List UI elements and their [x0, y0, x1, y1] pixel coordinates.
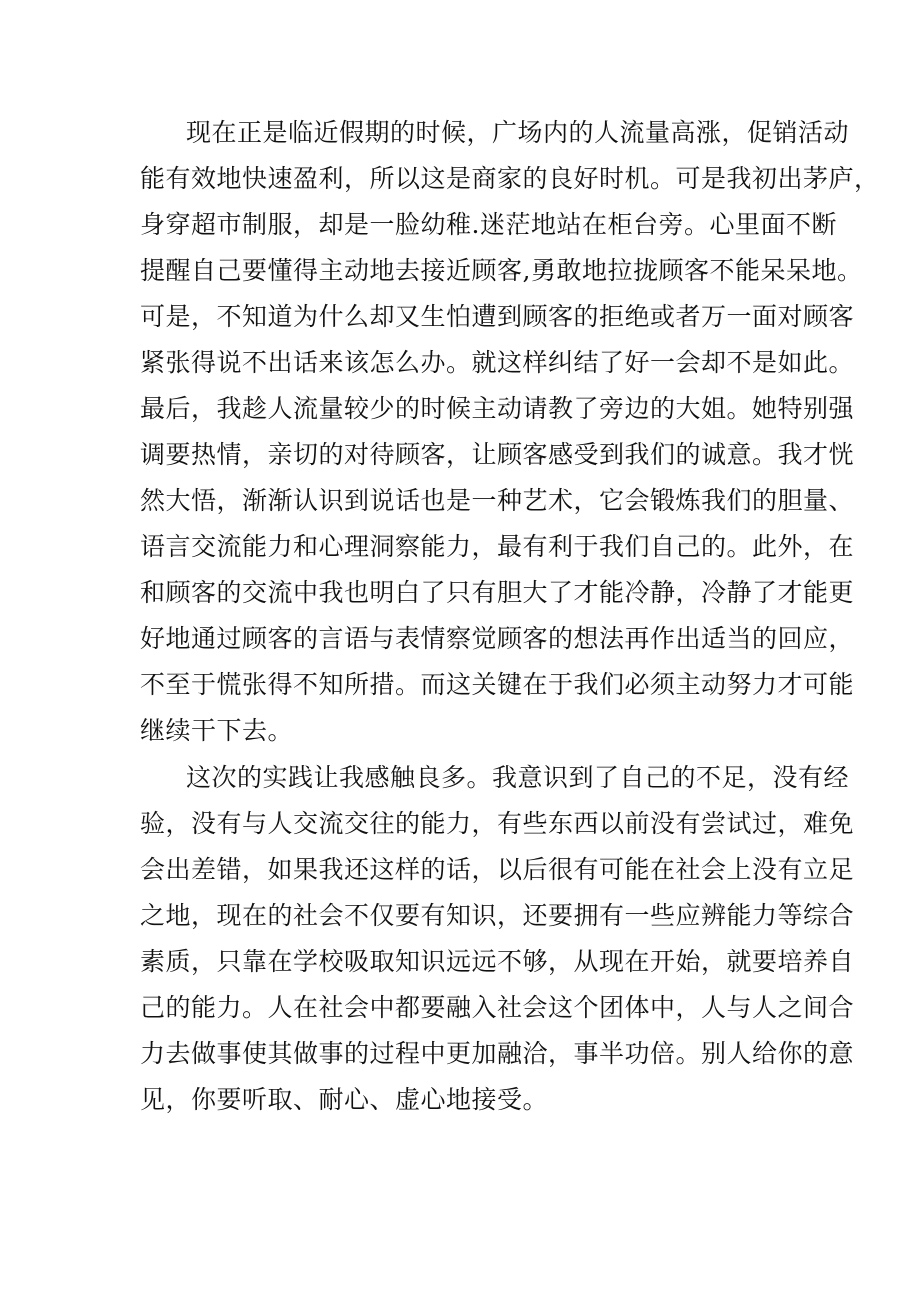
paragraph-1 [140, 110, 880, 754]
paragraph-line: 最后，我趁人流量较少的时候主动请教了旁边的大姐。她特别强 [140, 394, 855, 423]
paragraph-2 [140, 755, 855, 1123]
paragraph-line: 现在正是临近假期的时候，广场内的人流量高涨，促销活动 [186, 118, 850, 147]
paragraph-line: 力去做事使其做事的过程中更加融洽，事半功倍。别人给你的意 [140, 1039, 855, 1068]
paragraph-line: 然大悟，渐渐认识到说话也是一种艺术，它会锻炼我们的胆量、 [140, 486, 855, 515]
paragraph-line: 会出差错，如果我还这样的话，以后很有可能在社会上没有立足 [140, 855, 855, 884]
paragraph-line: 调要热情，亲切的对待顾客，让顾客感受到我们的诚意。我才恍 [140, 440, 855, 469]
paragraph-line: 己的能力。人在社会中都要融入社会这个团体中，人与人之间合 [140, 993, 855, 1022]
paragraph-line: 身穿超市制服，却是一脸幼稚.迷茫地站在柜台旁。心里面不断 [140, 210, 837, 239]
paragraph-line: 提醒自己要懂得主动地去接近顾客,勇敢地拉拢顾客不能呆呆地。 [140, 256, 863, 285]
paragraph-line: 见，你要听取、耐心、虚心地接受。 [140, 1085, 549, 1114]
paragraph-line: 素质，只靠在学校吸取知识远远不够，从现在开始，就要培养自 [140, 947, 855, 976]
paragraph-line: 验，没有与人交流交往的能力，有些东西以前没有尝试过，难免 [140, 809, 855, 838]
paragraph-line: 语言交流能力和心理洞察能力，最有利于我们自己的。此外，在 [140, 532, 855, 561]
paragraph-line: 和顾客的交流中我也明白了只有胆大了才能冷静，冷静了才能更 [140, 578, 855, 607]
paragraph-line: 好地通过顾客的言语与表情察觉顾客的想法再作出适当的回应， [140, 624, 855, 653]
paragraph-line: 可是，不知道为什么却又生怕遭到顾客的拒绝或者万一面对顾客 [140, 302, 855, 331]
paragraph-line: 继续干下去。 [140, 716, 294, 745]
paragraph-line: 之地，现在的社会不仅要有知识，还要拥有一些应辨能力等综合 [140, 901, 855, 930]
paragraph-line: 能有效地快速盈利，所以这是商家的良好时机。可是我初出茅庐， [140, 164, 880, 193]
paragraph-line: 不至于慌张得不知所措。而这关键在于我们必须主动努力才可能 [140, 670, 855, 699]
paragraph-line: 紧张得说不出话来该怎么办。就这样纠结了好一会却不是如此。 [140, 348, 855, 377]
paragraph-line: 这次的实践让我感触良多。我意识到了自己的不足，没有经 [186, 763, 850, 792]
